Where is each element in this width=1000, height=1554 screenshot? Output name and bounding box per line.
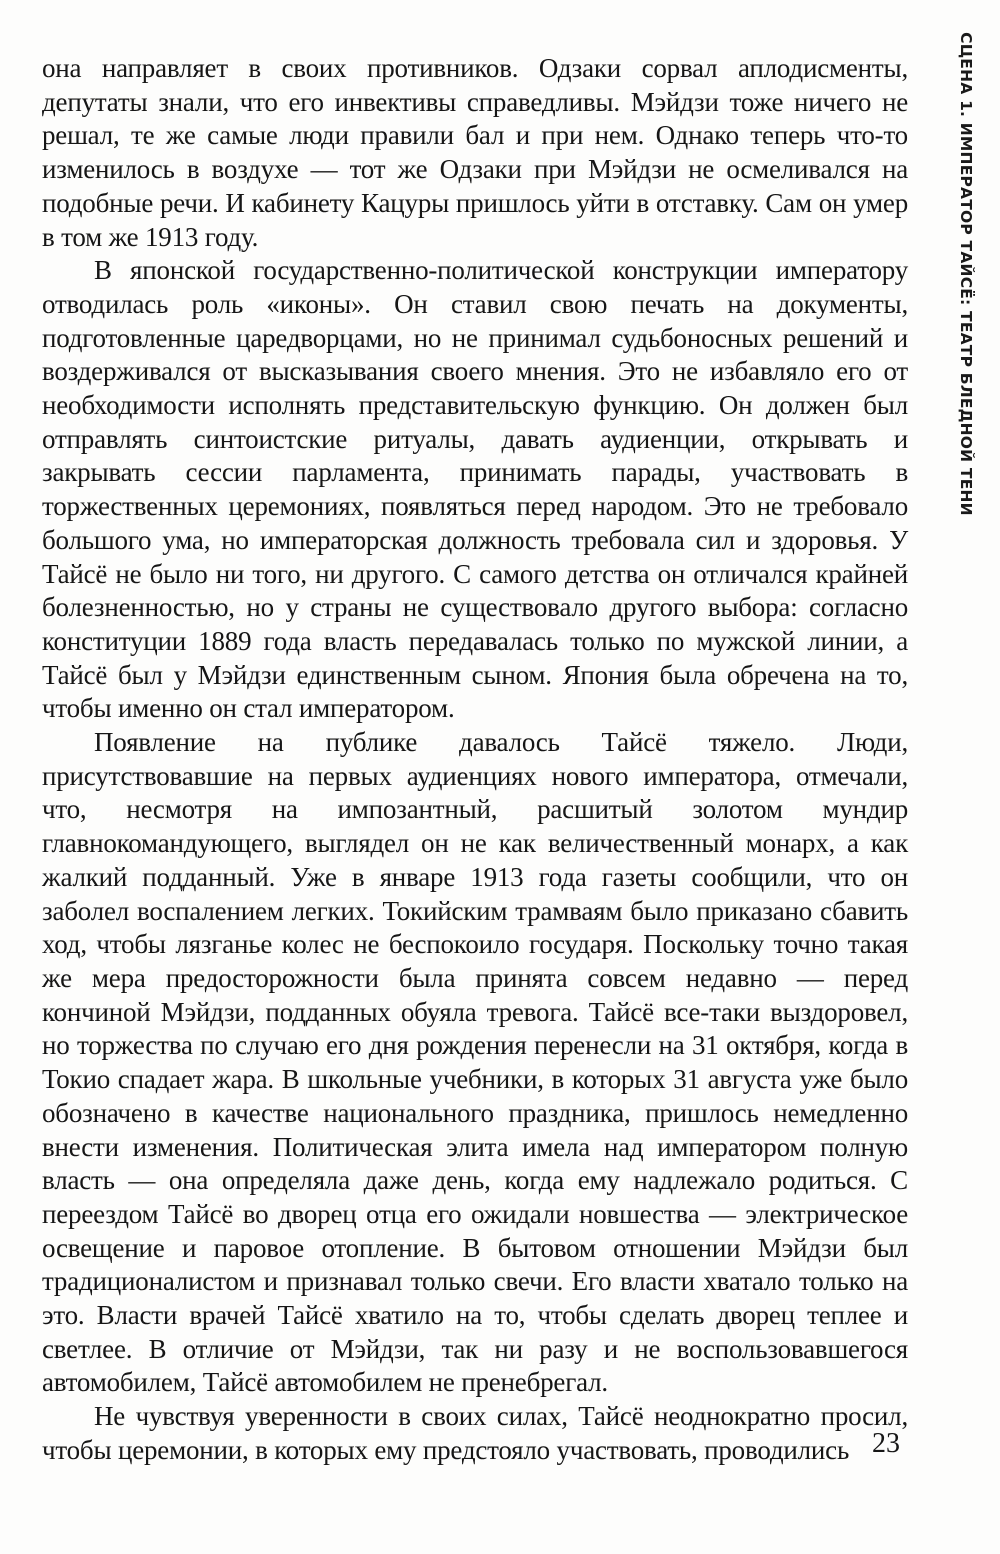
paragraph: Не чувствуя уверенности в своих силах, Тайсё неоднократно просил, чтобы церемонии, в которых ему предстояло участвовать, проводились xyxy=(42,1401,908,1465)
page-number: 23 xyxy=(872,1428,900,1459)
running-head-text: СЦЕНА 1. ИМПЕРАТОР ТАЙСЁ: ТЕАТР БЛЕДНОЙ ТЕНИ xyxy=(957,32,975,516)
paragraph: В японской государственно-политической конструкции императору отводилась роль «иконы». Он ставил свою печать на документы, подготовленные царедворцами, но не принимал судьбоносных решений и воздерживался от высказывания своего мнения. Это не избавляло его от необходимости исполнять представительскую функцию. Он должен был отправлять синтоистские ритуалы, давать аудиенции, открывать и закрывать сессии парламента, принимать парады, участвовать в торжественных церемониях, появляться перед народом. Это не требовало большого ума, но императорская должность требовала сил и здоровья. У Тайсё не было ни того, ни другого. С самого детства он отличался крайней болезненностью, но у страны не существовало другого выбора: согласно конституции 1889 года власть передавалась только по мужской линии, а Тайсё был у Мэйдзи единственным сыном. Япония была обречена на то, чтобы именно он стал императором. xyxy=(42,255,908,724)
running-head xyxy=(946,32,986,516)
paragraph-continued: она направляет в своих противников. Одзаки сорвал аплодисменты, депутаты знали, что его инвективы справедливы. Мэйдзи тоже ничего не решал, те же самые люди правили бал и при нем. Однако теперь что-то изменилось в воздухе — тот же Одзаки при Мэйдзи не осмеливался на подобные речи. И кабинету Кацуры пришлось уйти в отставку. Сам он умер в том же 1913 году. xyxy=(42,53,908,252)
paragraph: Появление на публике давалось Тайсё тяжело. Люди, присутствовавшие на первых аудиенциях нового императора, отмечали, что, несмотря на импозантный, расшитый золотом мундир главнокомандующего, выглядел он не как величественный монарх, а как жалкий подданный. Уже в январе 1913 года газеты сообщили, что он заболел воспалением легких. Токийским трамваям было приказано сбавить ход, чтобы лязганье колес не беспокоило государя. Поскольку точно такая же мера предосторожности была принята совсем недавно — перед кончиной Мэйдзи, подданных обуяла тревога. Тайсё все-таки выздоровел, но торжества по случаю его дня рождения перенесли на 31 октября, когда в Токио спадает жара. В школьные учебники, в которых 31 августа уже было обозначено в качестве национального праздника, пришлось немедленно внести изменения. Политическая элита имела над императором полную власть — она определяла даже день, когда ему надлежало родиться. С переездом Тайсё во дворец отца его ожидали новшества — электрическое освещение и паровое отопление. В бытовом отношении Мэйдзи был традиционалистом и признавал только свечи. Его власти хватало только на это. Власти врачей Тайсё хватило на то, чтобы сделать дворец теплее и светлее. В отличие от Мэйдзи, так ни разу и не воспользовавшегося автомобилем, Тайсё автомобилем не пренебрегал. xyxy=(42,727,908,1398)
body-text xyxy=(42,52,908,1468)
